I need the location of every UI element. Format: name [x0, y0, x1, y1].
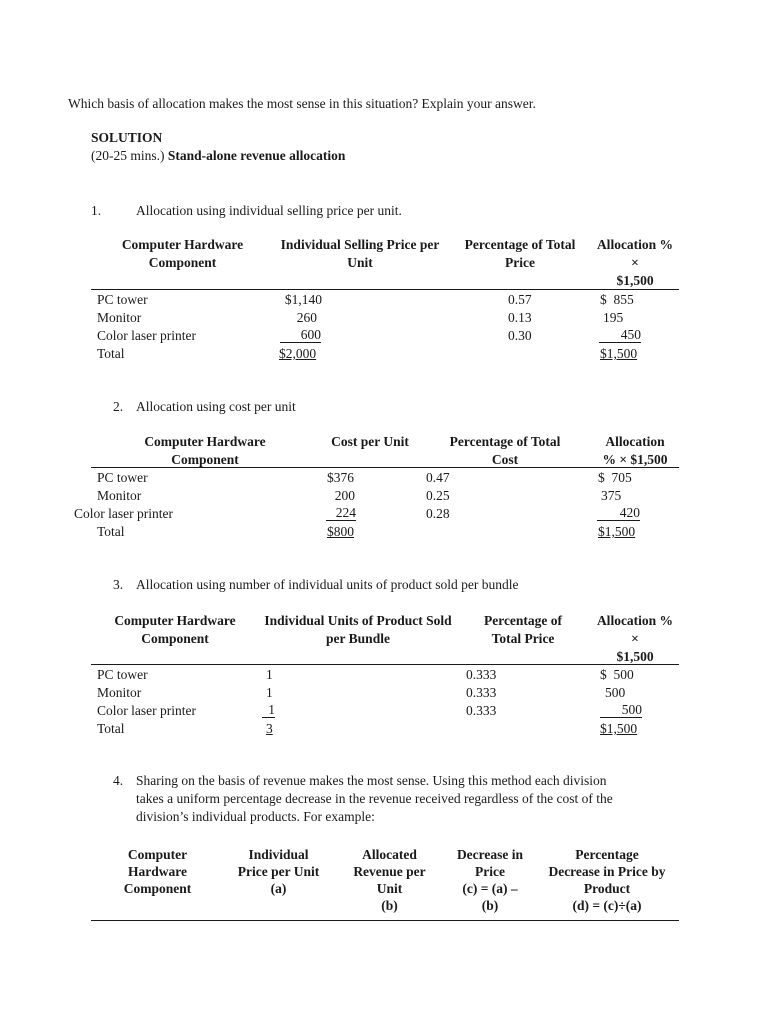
cell-component: Monitor — [97, 488, 142, 503]
cell-component: Color laser printer — [97, 328, 196, 343]
s4-header-rule — [91, 920, 679, 921]
section4-number: 4. — [113, 773, 124, 788]
header-line: Percentage — [575, 847, 639, 862]
s2-header-allocation-base: % × $1,500 — [602, 452, 668, 467]
cell-allocation: 500 — [605, 685, 626, 700]
s3-header-allocation: Allocation % × — [596, 613, 674, 646]
cell-component: Total — [97, 721, 125, 736]
header-line: Product — [583, 881, 631, 896]
header-line: Computer — [127, 847, 188, 862]
s3-header-percentage: Percentage of Total Price — [483, 613, 563, 646]
header-line: (b) — [381, 898, 398, 913]
cell-allocation: $ 855 — [600, 292, 634, 307]
section3-title: Allocation using number of individual units of product sold per bundle — [136, 577, 519, 592]
cell-component: PC tower — [97, 667, 148, 682]
section2-number: 2. — [113, 399, 124, 414]
section4-line-1: Sharing on the basis of revenue makes the most sense. Using this method each division — [136, 773, 607, 788]
cell-percentage: 0.333 — [466, 667, 497, 682]
section4-line-3: division’s individual products. For example: — [136, 809, 375, 824]
s4-header-component — [110, 846, 205, 897]
cell-component: PC tower — [97, 470, 148, 485]
s1-header-allocation: Allocation % × — [596, 237, 674, 270]
cell-allocation: 375 — [601, 488, 622, 503]
cell-allocation: $ 500 — [600, 667, 634, 682]
solution-subtitle-line — [91, 147, 345, 164]
cell-cost: $800 — [327, 524, 354, 539]
s2-header-allocation: Allocation — [605, 434, 665, 449]
cell-allocation: 195 — [603, 310, 624, 325]
header-line: Decrease in Price by — [548, 864, 666, 879]
s2-header-rule — [91, 467, 679, 468]
cell-percentage: 0.333 — [466, 685, 497, 700]
s4-header-percentage-decrease — [537, 846, 677, 914]
s2-header-component: Computer Hardware Component — [144, 434, 266, 467]
cell-units: 1 — [262, 702, 275, 718]
cell-percentage: 0.28 — [426, 506, 450, 521]
cell-percentage: 0.57 — [508, 292, 532, 307]
section1-number: 1. — [91, 203, 102, 218]
header-line: (a) — [270, 881, 287, 896]
cell-percentage: 0.30 — [508, 328, 532, 343]
header-line: (d) = (c)÷(a) — [572, 898, 642, 913]
header-line: (b) — [481, 898, 499, 913]
header-line: Revenue per — [353, 864, 426, 879]
s1-header-percentage: Percentage of Total Price — [464, 237, 576, 270]
solution-title: SOLUTION — [91, 130, 163, 145]
cell-percentage: 0.13 — [508, 310, 532, 325]
cell-price: $2,000 — [279, 346, 317, 361]
header-line: Price per Unit — [237, 864, 320, 879]
cell-component: Monitor — [97, 685, 142, 700]
s3-header-allocation-base: $1,500 — [616, 649, 654, 664]
cell-component: Total — [97, 524, 125, 539]
cell-component: Total — [97, 346, 125, 361]
header-line: Unit — [376, 881, 403, 896]
cell-allocation: $1,500 — [598, 524, 636, 539]
question-text: Which basis of allocation makes the most sense in this situation? Explain your answer. — [68, 96, 536, 111]
cell-allocation: $1,500 — [600, 346, 638, 361]
cell-units: 1 — [266, 667, 273, 682]
section2-title: Allocation using cost per unit — [136, 399, 296, 414]
s2-header-percentage: Percentage of Total Cost — [449, 434, 561, 467]
cell-cost: 200 — [334, 488, 355, 503]
section4-line-2: takes a uniform percentage decrease in the revenue received regardless of the cost of the — [136, 791, 613, 806]
cell-allocation: 500 — [600, 702, 642, 718]
cell-allocation: 420 — [597, 505, 640, 521]
cell-percentage: 0.47 — [426, 470, 450, 485]
s3-header-component: Computer Hardware Component — [114, 613, 236, 646]
s1-header-price: Individual Selling Price per Unit — [280, 237, 440, 270]
header-line: Decrease in — [456, 847, 524, 862]
s1-header-component: Computer Hardware Component — [121, 237, 244, 270]
s1-header-allocation-base: $1,500 — [616, 273, 654, 288]
cell-component: Color laser printer — [97, 703, 196, 718]
cell-units: 3 — [266, 721, 273, 736]
cell-allocation: $ 705 — [598, 470, 632, 485]
cell-component: Monitor — [97, 310, 142, 325]
cell-allocation: 450 — [599, 327, 641, 343]
section1-title: Allocation using individual selling price per unit. — [136, 203, 402, 218]
cell-component: PC tower — [97, 292, 148, 307]
cell-price: 600 — [280, 327, 321, 343]
solution-time: (20-25 mins.) — [91, 148, 165, 163]
cell-component: Color laser printer — [74, 506, 173, 521]
cell-cost: 224 — [326, 505, 356, 521]
header-line: Price — [475, 864, 505, 879]
s3-header-units: Individual Units of Product Sold per Bundle — [264, 613, 452, 646]
cell-allocation: $1,500 — [600, 721, 638, 736]
s1-header-rule — [91, 289, 679, 290]
cell-percentage: 0.25 — [426, 488, 450, 503]
header-line: Individual — [248, 847, 309, 862]
header-line: Component — [123, 881, 192, 896]
section3-number: 3. — [113, 577, 124, 592]
solution-subtitle: Stand-alone revenue allocation — [167, 148, 346, 163]
header-line: Hardware — [128, 864, 187, 879]
header-line: (c) = (a) – — [462, 881, 518, 896]
cell-price: $1,140 — [284, 292, 322, 307]
s2-header-cost: Cost per Unit — [331, 434, 409, 449]
s4-header-decrease — [445, 846, 535, 914]
cell-units: 1 — [266, 685, 273, 700]
cell-price: 260 — [296, 310, 317, 325]
s4-header-price — [226, 846, 331, 897]
s4-header-allocated-revenue — [342, 846, 437, 914]
cell-percentage: 0.333 — [466, 703, 497, 718]
header-line: Allocated — [362, 847, 417, 862]
s3-header-rule — [91, 664, 679, 665]
cell-cost: $376 — [327, 470, 354, 485]
